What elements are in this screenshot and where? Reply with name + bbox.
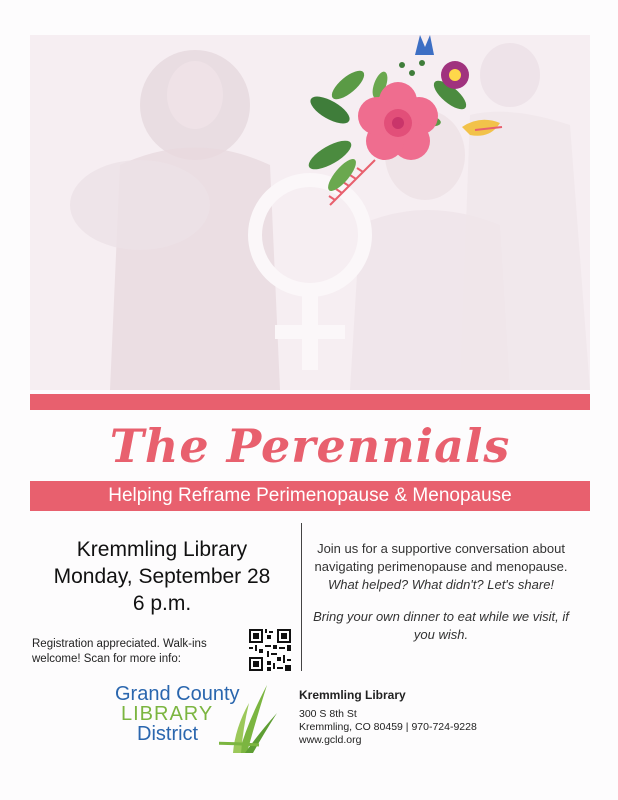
address-name: Kremmling Library	[299, 688, 406, 702]
address-block	[299, 688, 549, 747]
grass-leaf-icon	[219, 683, 279, 755]
address-web[interactable]: www.gcld.org	[299, 734, 362, 746]
registration-note: Registration appreciated. Walk-ins welcome! Scan for more info:	[32, 638, 207, 665]
description-dinner: Bring your own dinner to eat while we visit, if you wish.	[313, 609, 569, 642]
description-questions: What helped? What didn't? Let's share!	[327, 577, 555, 592]
logo-line1: Grand County	[115, 683, 240, 705]
description-intro: Join us for a supportive conversation about navigating perimenopause and menopause.	[314, 541, 568, 574]
subtitle-text: Helping Reframe Perimenopause & Menopause	[108, 485, 512, 506]
column-divider	[301, 523, 302, 671]
logo-line3: District	[137, 723, 199, 745]
address-city-phone: Kremmling, CO 80459 | 970-724-9228	[299, 721, 477, 733]
qr-code-icon[interactable]	[249, 629, 291, 671]
logo-line2: LIBRARY	[121, 703, 214, 725]
event-description	[310, 540, 572, 644]
top-accent-band	[30, 394, 590, 410]
library-logo	[115, 683, 275, 763]
hero-illustration	[30, 35, 590, 390]
hero-image	[30, 35, 590, 390]
event-details	[32, 536, 292, 617]
event-time: 6 p.m.	[132, 592, 192, 615]
event-location: Kremmling Library	[76, 538, 248, 561]
address-street: 300 S 8th St	[299, 708, 357, 720]
subtitle-banner	[30, 481, 590, 511]
event-title: The Perennials	[109, 419, 511, 473]
event-date: Monday, September 28	[53, 565, 271, 588]
